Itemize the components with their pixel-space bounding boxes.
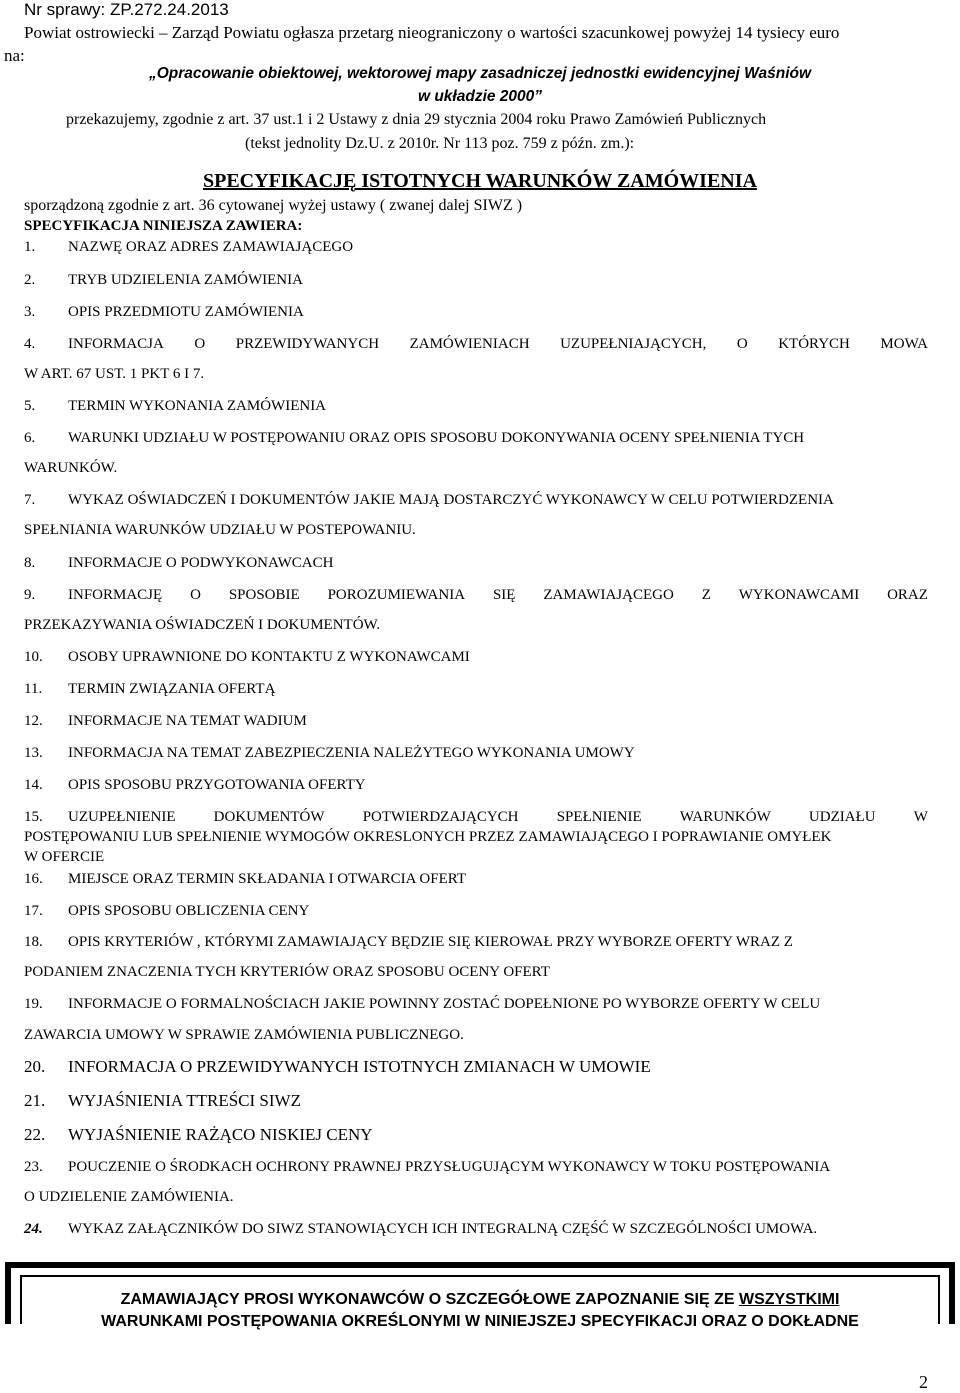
- spec-subtitle: sporządzoną zgodnie z art. 36 cytowanej wyżej ustawy ( zwanej dalej SIWZ ): [24, 197, 523, 214]
- spec-title: SPECYFIKACJĘ ISTOTNYCH WARUNKÓW ZAMÓWIENIA: [203, 170, 757, 192]
- page-number: 2: [919, 1372, 928, 1392]
- spec-contains-heading: SPECYFIKACJA NINIEJSZA ZAWIERA:: [24, 218, 303, 234]
- contract-title-line-2: w układzie 2000”: [417, 88, 543, 105]
- list-item: 4. INFORMACJA O PRZEWIDYWANYCH ZAMÓWIENIACH UZUPEŁNIAJĄCYCH, O KTÓRYCH MOWA W ART. 67 UST. 1 PKT 6 I 7.: [24, 336, 928, 382]
- legal-basis-line-2: (tekst jednolity Dz.U. z 2010r. Nr 113 poz. 759 z późn. zm.):: [245, 135, 635, 152]
- notice-box: [5, 1262, 955, 1330]
- intro-line-2: na:: [4, 46, 25, 65]
- case-number: Nr sprawy: ZP.272.24.2013: [24, 0, 229, 19]
- contract-title-line-1: „Opracowanie obiektowej, wektorowej mapy zasadniczej jednostki ewidencyjnej Waśniów: [148, 65, 812, 82]
- intro-line-1: Powiat ostrowiecki – Zarząd Powiatu ogłasza przetarg nieograniczony o wartości szacunkowej powyżej 14 tysiecy euro: [24, 23, 840, 42]
- intro-text: [4, 21, 944, 67]
- notice-line-2: WARUNKAMI POSTĘPOWANIA OKREŚLONYMI W NINIEJSZEJ SPECYFIKACJI ORAZ O DOKŁADNE: [101, 1313, 859, 1330]
- legal-basis-line-1: przekazujemy, zgodnie z art. 37 ust.1 i 2 Ustawy z dnia 29 stycznia 2004 roku Prawo Zamówień Publicznych: [66, 111, 767, 128]
- list-item: 15. UZUPEŁNIENIE DOKUMENTÓW POTWIERDZAJĄCYCH SPEŁNIENIE WARUNKÓW UDZIAŁU W POSTĘPOWANIU LUB SPEŁNIENIE WYMOGÓW OKRESLONYCH PRZEZ ZAMAWIAJĄCEGO I POPRAWIANIE OMYŁEK W OFERCIE: [24, 809, 928, 865]
- notice-line-1: ZAMAWIAJĄCY PROSI WYKONAWCÓW O SZCZEGÓŁOWE ZAPOZNANIE SIĘ ZE WSZYSTKIMI: [120, 1291, 840, 1308]
